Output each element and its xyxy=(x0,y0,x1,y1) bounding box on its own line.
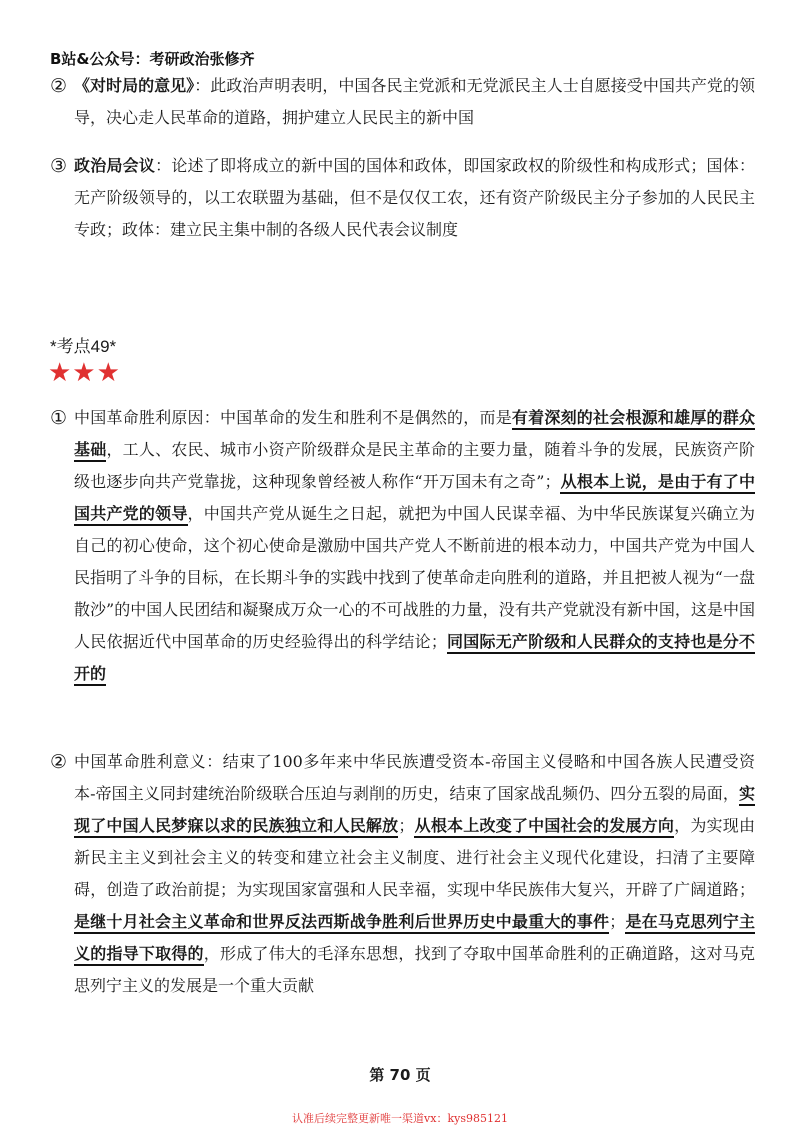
intro-item-2 xyxy=(50,70,755,134)
footer-notice: 认准后续完整更新唯一渠道vx：kys985121 xyxy=(292,1112,508,1125)
body-text: ； xyxy=(609,912,626,931)
emphasized-text: 是继十月社会主义革命和世界反法西斯战争胜利后世界历史中最重大的事件 xyxy=(74,912,609,934)
item-title: 《对时局的意见》 xyxy=(74,76,195,95)
header-brand: B站&公众号：考研政治张修齐 xyxy=(50,50,255,68)
emphasized-text: 是在马克思列宁主义的指导下取得的 xyxy=(74,912,755,966)
body-text: ，形成了伟大的毛泽东思想，找到了夺取中国革命胜利的正确道路，这对马克思列宁主义的发展是一个重大贡献 xyxy=(74,944,755,995)
body-text: ，中国共产党从诞生之日起，就把为中国人民谋幸福、为中华民族谋复兴确立为自己的初心使命，这个初心使命是激励中国共产党人不断前进的根本动力，中国共产党为中国人民指明了斗争的目标，在长期斗争的实践中找到了使革命走向胜利的道路，并且把被人视为“一盘散沙”的中国人民团结和凝聚成万众一心的不可战胜的力量，没有共产党就没有新中国，这是中国人民依据近代中国革命的历史经验得出的科学结论； xyxy=(74,504,755,651)
point-body xyxy=(74,402,755,690)
point-item-1 xyxy=(50,402,755,690)
body-text: ，工人、农民、城市小资产阶级群众是民主革命的主要力量，随着斗争的发展，民族资产阶级也逐步向共产党靠拢，这种现象曾经被人称作“开万国未有之奇”； xyxy=(74,440,755,491)
emphasized-text: 从根本上说，是由于有了中国共产党的领导 xyxy=(74,472,755,526)
item-title: 政治局会议 xyxy=(74,156,156,175)
item-number: ① xyxy=(50,407,68,429)
emphasized-text: 从根本上改变了中国社会的发展方向 xyxy=(414,816,674,838)
emphasized-text: 实现了中国人民梦寐以求的民族独立和人民解放 xyxy=(74,784,755,838)
body-text: 中国革命胜利意义：结束了100多年来中华民族遭受资本-帝国主义侵略和中国各族人民遭受资本-帝国主义同封建统治阶级联合压迫与剥削的历史，结束了国家战乱频仍、四分五裂的局面， xyxy=(74,752,755,803)
item-number: ② xyxy=(50,751,68,773)
point-body xyxy=(74,746,755,1002)
page-number: 第 70 页 xyxy=(369,1066,431,1084)
emphasized-text: 同国际无产阶级和人民群众的支持也是分不开的 xyxy=(74,632,755,686)
point-item-2 xyxy=(50,746,755,1002)
body-text: 中国革命胜利原因：中国革命的发生和胜利不是偶然的，而是 xyxy=(74,408,512,427)
intro-item-3 xyxy=(50,150,755,246)
emphasized-text: 有着深刻的社会根源和雄厚的群众基础 xyxy=(74,408,755,462)
star-rating-icon: ★★★ xyxy=(48,358,121,388)
item-text: ：论述了即将成立的新中国的国体和政体，即国家政权的阶级性和构成形式；国体：无产阶级领导的，以工农联盟为基础，但不是仅仅工农，还有资产阶级民主分子参加的人民民主专政；政体：建立民主集中制的各级人民代表会议制度 xyxy=(74,156,755,239)
body-text: ，为实现由新民主主义到社会主义的转变和建立社会主义制度、进行社会主义现代化建设，扫清了主要障碍，创造了政治前提；为实现国家富强和人民幸福，实现中华民族伟大复兴，开辟了广阔道路； xyxy=(74,816,755,899)
kaodian-label: *考点49* xyxy=(50,337,117,356)
item-text: ：此政治声明表明，中国各民主党派和无党派民主人士自愿接受中国共产党的领导，决心走人民革命的道路，拥护建立人民民主的新中国 xyxy=(74,76,755,127)
item-number: ③ xyxy=(50,155,68,177)
item-number: ② xyxy=(50,75,68,97)
body-text: ； xyxy=(398,816,415,835)
